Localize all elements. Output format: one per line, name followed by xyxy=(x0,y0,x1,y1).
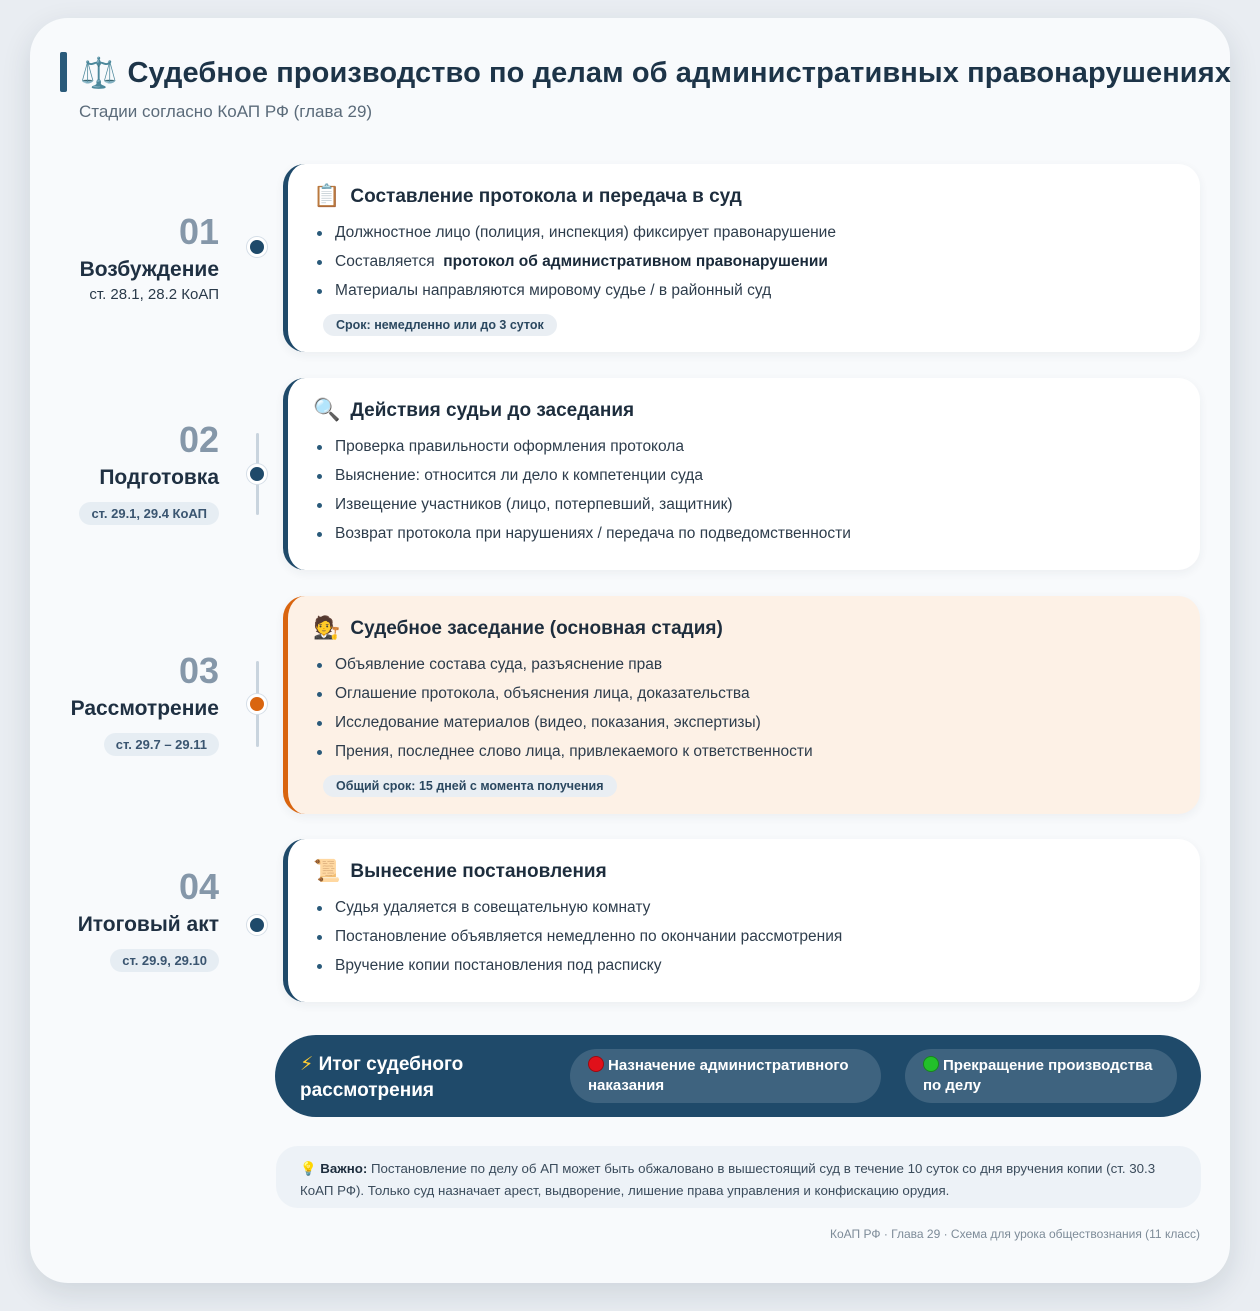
bullet-item: Судья удаляется в совещательную комнату xyxy=(313,897,842,926)
step-card-01 xyxy=(283,164,1200,352)
outcome-termination xyxy=(905,1049,1177,1103)
important-note xyxy=(276,1146,1201,1208)
page-subtitle: Стадии согласно КоАП РФ (глава 29) xyxy=(79,102,373,121)
stage-label-04 xyxy=(78,867,219,972)
bullet-item: Вручение копии постановления под расписку xyxy=(313,955,842,984)
stage-reference: ст. 29.9, 29.10 xyxy=(110,949,219,972)
step-heading-text: Вынесение постановления xyxy=(350,860,607,882)
bullet-bold-text: протокол об административном правонарушении xyxy=(443,253,828,270)
step-heading-text: Судебное заседание (основная стадия) xyxy=(350,617,723,639)
step-heading xyxy=(313,859,607,884)
outcome-text: Назначение административного наказания xyxy=(588,1057,849,1094)
bullet-item: Выяснение: относится ли дело к компетенции суда xyxy=(313,465,851,494)
judge-icon: 🧑‍⚖️ xyxy=(313,616,341,641)
red-circle-icon xyxy=(588,1056,604,1072)
stage-reference: ст. 28.1, 28.2 КоАП xyxy=(89,286,219,303)
bullet-item: Должностное лицо (полиция, инспекция) фиксирует правонарушение xyxy=(313,222,836,251)
step-card-03 xyxy=(283,596,1200,814)
step-card-04 xyxy=(283,839,1200,1002)
timeline-dot xyxy=(247,237,267,257)
clipboard-icon: 📋 xyxy=(313,184,341,209)
step-bullets xyxy=(313,897,842,984)
result-title xyxy=(300,1051,540,1104)
bullet-item: Извещение участников (лицо, потерпевший, защитник) xyxy=(313,494,851,523)
outcome-penalty xyxy=(570,1049,881,1103)
stage-name: Возбуждение xyxy=(79,258,219,281)
stage-name: Рассмотрение xyxy=(70,697,219,720)
timeline-dot xyxy=(247,915,267,935)
stage-number: 04 xyxy=(178,866,219,907)
deadline-badge: Общий срок: 15 дней с момента получения xyxy=(323,775,617,797)
timeline-dot-active xyxy=(247,694,267,714)
scales-icon: ⚖️ xyxy=(80,55,118,91)
note-text: Постановление по делу об АП может быть обжаловано в вышестоящий суд в течение 10 суток со дня вручения копии (ст. 30.3 КоАП РФ). Только суд назначает арест, выдворение, лишение права управления и конфискацию орудия. xyxy=(300,1161,1156,1198)
stage-name: Итоговый акт xyxy=(77,913,219,936)
lightning-icon: ⚡ xyxy=(300,1053,314,1075)
bullet-text: Составляется xyxy=(335,253,435,270)
stage-name: Подготовка xyxy=(99,466,219,489)
stage-number: 01 xyxy=(178,211,219,252)
lightbulb-icon: 💡 xyxy=(300,1162,317,1177)
stage-label-01 xyxy=(80,212,219,303)
step-card-02 xyxy=(283,378,1200,570)
deadline-badge: Срок: немедленно или до 3 суток xyxy=(323,314,557,336)
step-heading-text: Составление протокола и передача в суд xyxy=(350,185,742,207)
step-heading-text: Действия судьи до заседания xyxy=(350,399,635,421)
stage-reference: ст. 29.7 – 29.11 xyxy=(104,733,219,756)
scroll-icon: 📜 xyxy=(313,859,341,884)
result-title-text: Итог судебного рассмотрения xyxy=(300,1054,464,1101)
title-accent-bar xyxy=(60,52,67,92)
outcome-text: Прекращение производства по делу xyxy=(923,1057,1153,1094)
step-bullets xyxy=(313,222,836,309)
stage-reference: ст. 29.1, 29.4 КоАП xyxy=(79,502,219,525)
step-bullets xyxy=(313,436,851,552)
bullet-item: Проверка правильности оформления протокола xyxy=(313,436,851,465)
stage-number: 03 xyxy=(178,650,219,691)
result-bar xyxy=(275,1035,1201,1117)
stage-label-03 xyxy=(71,651,219,756)
bullet-item: Возврат протокола при нарушениях / передача по подведомственности xyxy=(313,523,851,552)
bullet-item: Объявление состава суда, разъяснение прав xyxy=(313,654,813,683)
step-bullets xyxy=(313,654,813,770)
step-heading xyxy=(313,184,742,209)
bullet-item: Материалы направляются мировому судье / в районный суд xyxy=(313,280,836,309)
step-heading xyxy=(313,398,634,423)
bullet-item: Исследование материалов (видео, показания, экспертизы) xyxy=(313,712,813,741)
footer-caption: КоАП РФ · Глава 29 · Схема для урока обществознания (11 класс) xyxy=(830,1227,1200,1241)
bullet-item: Оглашение протокола, объяснения лица, доказательства xyxy=(313,683,813,712)
bullet-item xyxy=(313,251,836,280)
page-title-text: Судебное производство по делам об административных правонарушениях xyxy=(127,56,1231,89)
green-circle-icon xyxy=(923,1056,939,1072)
stage-number: 02 xyxy=(178,419,219,460)
stage-label-02 xyxy=(79,420,219,525)
timeline-dot xyxy=(247,464,267,484)
magnifier-icon: 🔍 xyxy=(313,398,341,423)
step-heading xyxy=(313,616,723,641)
note-label: Важно: xyxy=(320,1161,368,1176)
page-title xyxy=(80,50,1231,96)
bullet-item: Прения, последнее слово лица, привлекаемого к ответственности xyxy=(313,741,813,770)
bullet-item: Постановление объявляется немедленно по окончании рассмотрения xyxy=(313,926,842,955)
